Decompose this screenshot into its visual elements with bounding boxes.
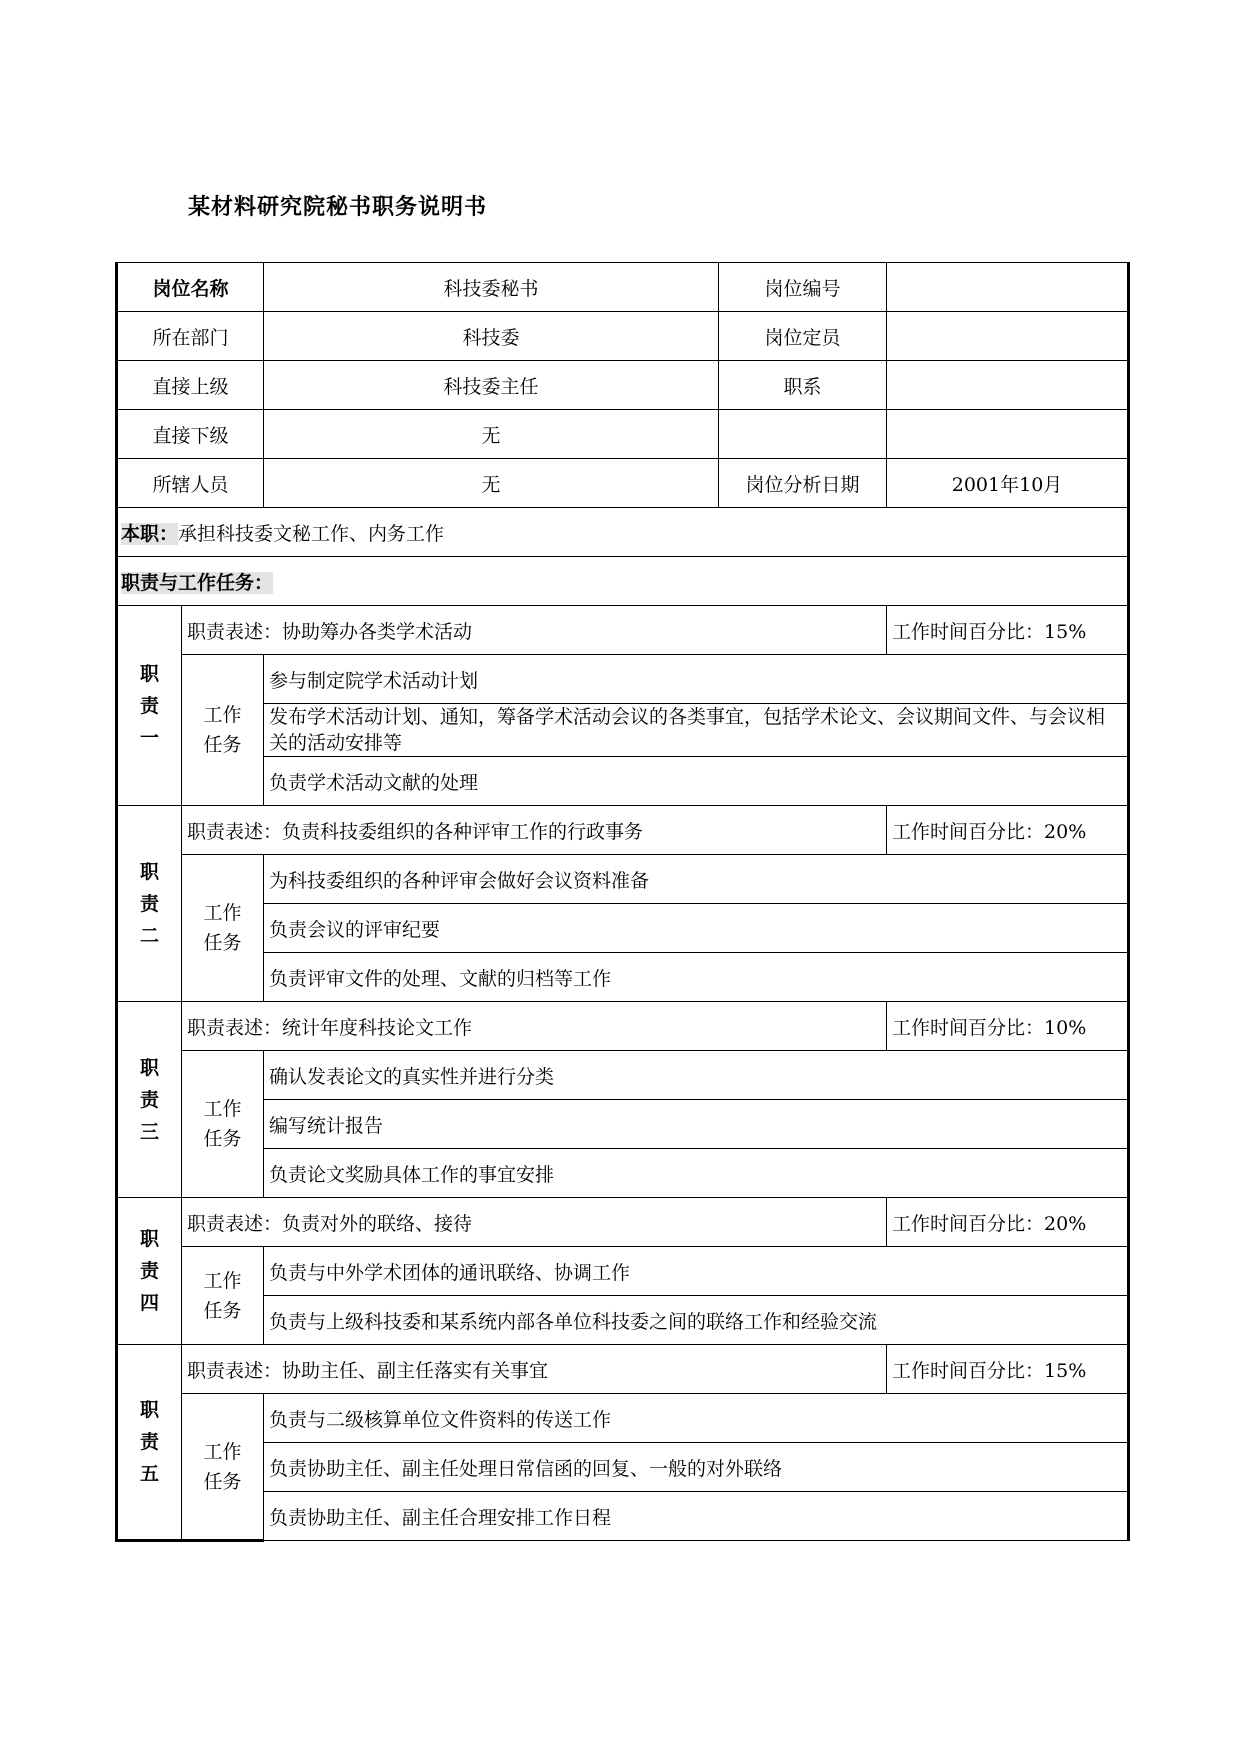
duty-task-row — [117, 1443, 1129, 1492]
duty-task: 负责论文奖励具体工作的事宜安排 — [264, 1149, 1129, 1198]
header-value: 科技委秘书 — [264, 263, 719, 312]
summary-label: 本职： — [121, 522, 179, 545]
duty-task: 负责协助主任、副主任合理安排工作日程 — [264, 1492, 1129, 1541]
header-value: 无 — [264, 459, 719, 508]
header-label — [719, 410, 887, 459]
duty-task-row — [117, 855, 1129, 904]
duty-time-percent: 工作时间百分比：20% — [887, 1198, 1129, 1247]
duty-task-row — [117, 1100, 1129, 1149]
duty-task-row — [117, 1394, 1129, 1443]
header-value: 2001年10月 — [887, 459, 1129, 508]
duty-task-row — [117, 1247, 1129, 1296]
duty-task: 发布学术活动计划、通知，筹备学术活动会议的各类事宜，包括学术论文、会议期间文件、与会议相关的活动安排等 — [264, 704, 1129, 757]
header-label: 直接下级 — [117, 410, 264, 459]
header-row — [117, 410, 1129, 459]
summary-cell — [117, 508, 1129, 557]
header-value — [887, 263, 1129, 312]
header-row — [117, 312, 1129, 361]
task-label: 工作 任务 — [182, 1394, 264, 1541]
duty-task-row — [117, 704, 1129, 757]
duty-task-row — [117, 953, 1129, 1002]
task-label: 工作 任务 — [182, 1051, 264, 1198]
duty-name: 职 责 四 — [117, 1198, 182, 1345]
header-value: 科技委主任 — [264, 361, 719, 410]
duty-description: 职责表述：统计年度科技论文工作 — [182, 1002, 887, 1051]
summary-row — [117, 508, 1129, 557]
duty-desc-row — [117, 606, 1129, 655]
duty-name: 职 责 三 — [117, 1002, 182, 1198]
duty-task-row — [117, 904, 1129, 953]
header-label: 岗位编号 — [719, 263, 887, 312]
duty-task: 负责会议的评审纪要 — [264, 904, 1129, 953]
duty-desc-row — [117, 806, 1129, 855]
duty-task-row — [117, 1492, 1129, 1541]
header-label: 岗位名称 — [117, 263, 264, 312]
duties-heading-cell — [117, 557, 1129, 606]
duty-name: 职 责 二 — [117, 806, 182, 1002]
summary-text: 承担科技委文秘工作、内务工作 — [178, 522, 445, 545]
duty-task: 负责与上级科技委和某系统内部各单位科技委之间的联络工作和经验交流 — [264, 1296, 1129, 1345]
header-row — [117, 361, 1129, 410]
header-row — [117, 263, 1129, 312]
duties-heading-row — [117, 557, 1129, 606]
duty-task: 为科技委组织的各种评审会做好会议资料准备 — [264, 855, 1129, 904]
duty-task: 负责学术活动文献的处理 — [264, 757, 1129, 806]
duty-task-row — [117, 1296, 1129, 1345]
duty-task: 参与制定院学术活动计划 — [264, 655, 1129, 704]
duty-desc-row — [117, 1002, 1129, 1051]
header-label: 所在部门 — [117, 312, 264, 361]
duty-time-percent: 工作时间百分比：20% — [887, 806, 1129, 855]
duties-heading: 职责与工作任务： — [121, 571, 274, 594]
duty-description: 职责表述：负责对外的联络、接待 — [182, 1198, 887, 1247]
header-value: 无 — [264, 410, 719, 459]
header-value: 科技委 — [264, 312, 719, 361]
duty-task-row — [117, 757, 1129, 806]
header-label: 职系 — [719, 361, 887, 410]
duty-task-row — [117, 1149, 1129, 1198]
document-title: 某材料研究院秘书职务说明书 — [188, 195, 488, 220]
header-label: 岗位分析日期 — [719, 459, 887, 508]
duty-task: 负责与中外学术团体的通讯联络、协调工作 — [264, 1247, 1129, 1296]
header-label: 直接上级 — [117, 361, 264, 410]
header-label: 所辖人员 — [117, 459, 264, 508]
duty-name: 职 责 一 — [117, 606, 182, 806]
task-label: 工作 任务 — [182, 655, 264, 806]
task-label: 工作 任务 — [182, 855, 264, 1002]
duty-task: 负责协助主任、副主任处理日常信函的回复、一般的对外联络 — [264, 1443, 1129, 1492]
duty-task: 负责评审文件的处理、文献的归档等工作 — [264, 953, 1129, 1002]
duty-desc-row — [117, 1198, 1129, 1247]
duty-name: 职 责 五 — [117, 1345, 182, 1541]
duty-description: 职责表述：负责科技委组织的各种评审工作的行政事务 — [182, 806, 887, 855]
duty-desc-row — [117, 1345, 1129, 1394]
duty-time-percent: 工作时间百分比：15% — [887, 1345, 1129, 1394]
duty-description: 职责表述：协助主任、副主任落实有关事宜 — [182, 1345, 887, 1394]
duty-description: 职责表述：协助筹办各类学术活动 — [182, 606, 887, 655]
duty-task: 编写统计报告 — [264, 1100, 1129, 1149]
job-description-table — [115, 262, 1130, 1542]
header-label: 岗位定员 — [719, 312, 887, 361]
header-row — [117, 459, 1129, 508]
duty-task-row — [117, 655, 1129, 704]
duty-time-percent: 工作时间百分比：15% — [887, 606, 1129, 655]
duty-time-percent: 工作时间百分比：10% — [887, 1002, 1129, 1051]
duty-task: 确认发表论文的真实性并进行分类 — [264, 1051, 1129, 1100]
duty-task: 负责与二级核算单位文件资料的传送工作 — [264, 1394, 1129, 1443]
task-label: 工作 任务 — [182, 1247, 264, 1345]
duty-task-row — [117, 1051, 1129, 1100]
header-value — [887, 312, 1129, 361]
header-value — [887, 410, 1129, 459]
header-value — [887, 361, 1129, 410]
